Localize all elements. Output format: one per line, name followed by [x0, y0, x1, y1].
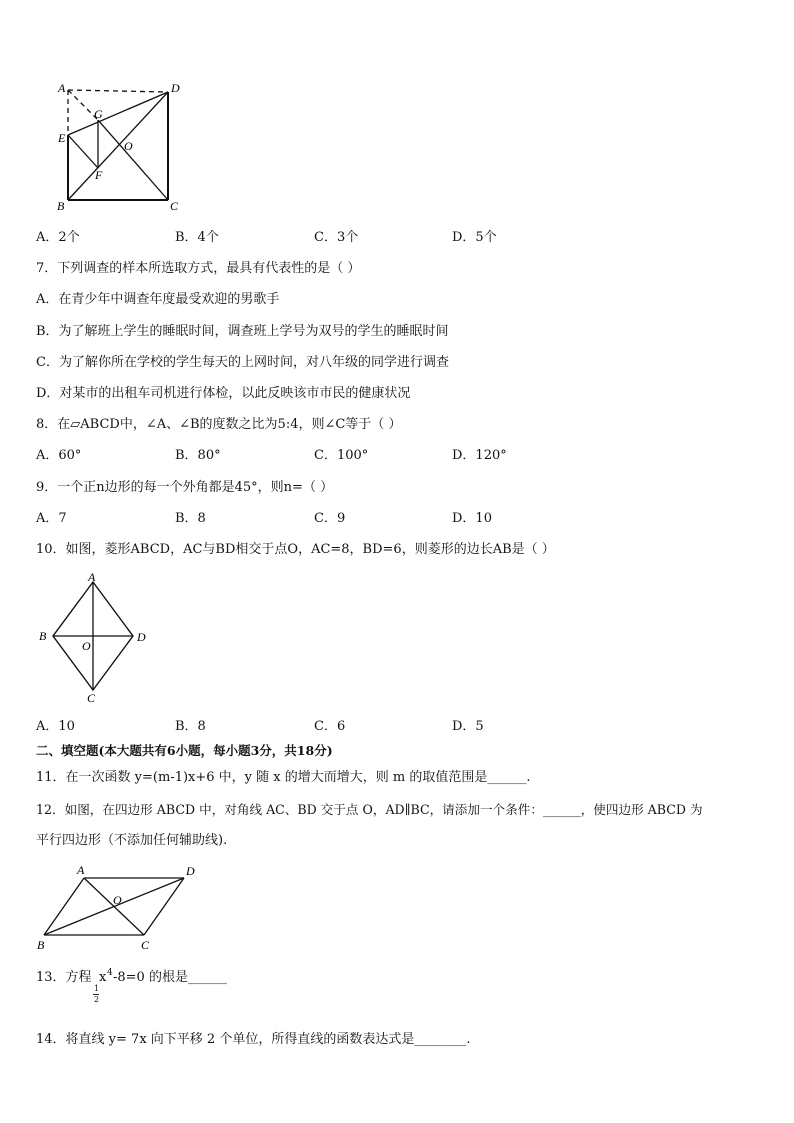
q12-label-c: C — [141, 938, 150, 952]
q9-stem: 9．一个正n边形的每一个外角都是45°，则n=（ ） — [36, 480, 334, 495]
q12-label-a: A — [77, 863, 85, 877]
q14-stem: 14．将直线 y= 7x 向下平移 2 个单位，所得直线的函数表达式是________. — [36, 1032, 471, 1047]
q13-fraction-numerator: 1 — [94, 984, 100, 993]
q6-ef-line — [68, 135, 98, 168]
q9-option-d: D．10 — [452, 511, 492, 526]
q9-option-a: A．7 — [36, 511, 67, 526]
section-title: 二、填空题(本大题共有6小题，每小题3分，共18分) — [36, 743, 333, 758]
q7-stem: 7．下列调查的样本所选取方式，最具有代表性的是（ ） — [36, 261, 361, 276]
q8-option-c: C．100° — [314, 448, 369, 463]
q8-option-b: B．80° — [175, 448, 221, 463]
q6-label-o: O — [124, 139, 133, 153]
q9-option-c: C．9 — [314, 511, 346, 526]
q8-option-a: A．60° — [36, 448, 82, 463]
q12-label-b: B — [37, 938, 45, 952]
q13-prefix: 13．方程 — [36, 970, 92, 985]
q10-label-d: D — [137, 630, 146, 644]
q6-label-f: F — [95, 168, 103, 182]
q10-label-b: B — [39, 629, 47, 643]
q12-line2: 平行四边形（不添加任何辅助线). — [36, 833, 228, 848]
q13-exponent: 4 — [107, 968, 113, 978]
q7-option-c: C．为了解你所在学校的学生每天的上网时间，对八年级的同学进行调查 — [36, 355, 449, 370]
q6-label-c: C — [170, 199, 179, 213]
q6-option-a: A．2个 — [36, 230, 80, 245]
q7-option-a: A．在青少年中调查年度最受欢迎的男歌手 — [36, 292, 280, 307]
q10-option-d: D．5 — [452, 719, 484, 734]
q10-option-c: C．6 — [314, 719, 346, 734]
q6-figure — [50, 80, 190, 215]
q6-gc-line — [98, 120, 168, 200]
q6-label-d: D — [171, 81, 180, 95]
q10-option-b: B．8 — [175, 719, 206, 734]
q7-option-b: B．为了解班上学生的睡眠时间，调查班上学号为双号的学生的睡眠时间 — [36, 324, 449, 339]
q10-option-a: A．10 — [36, 719, 75, 734]
q10-label-a: A — [88, 570, 96, 584]
q6-option-d: D．5个 — [452, 230, 497, 245]
q6-label-a: A — [58, 81, 66, 95]
q13-fraction-denominator: 2 — [94, 995, 100, 1004]
q8-stem: 8．在▱ABCD中，∠A、∠B的度数之比为5:4，则∠C等于（ ） — [36, 417, 402, 432]
q12-label-o: O — [113, 893, 122, 907]
q9-option-b: B．8 — [175, 511, 206, 526]
q13-suffix: -8=0 的根是______ — [113, 970, 227, 985]
q10-rhombus-figure — [36, 570, 156, 705]
q10-label-c: C — [87, 691, 96, 705]
q12-figure — [34, 860, 209, 955]
q6-ed-line — [68, 92, 168, 135]
q6-option-b: B．4个 — [175, 230, 219, 245]
q7-option-d: D．对某市的出租车司机进行体检，以此反映该市市民的健康状况 — [36, 386, 411, 401]
q6-label-e: E — [58, 131, 66, 145]
q6-option-c: C．3个 — [314, 230, 359, 245]
q11-stem: 11．在一次函数 y=(m-1)x+6 中，y 随 x 的增大而增大，则 m 的取值范围是______. — [36, 770, 531, 785]
q13-variable: x — [99, 970, 107, 985]
q10-stem: 10．如图，菱形ABCD，AC与BD相交于点O，AC=8，BD=6，则菱形的边长AB是（ ） — [36, 542, 555, 557]
q10-label-o: O — [82, 639, 91, 653]
q12-line1: 12．如图，在四边形 ABCD 中，对角线 AC、BD 交于点 O，AD∥BC，请添加一个条件：______，使四边形 ABCD 为 — [36, 802, 703, 817]
q8-option-d: D．120° — [452, 448, 507, 463]
q6-label-g: G — [94, 107, 103, 121]
q6-label-b: B — [57, 199, 65, 213]
q6-ad-dashed — [68, 90, 168, 92]
q12-label-d: D — [186, 864, 195, 878]
